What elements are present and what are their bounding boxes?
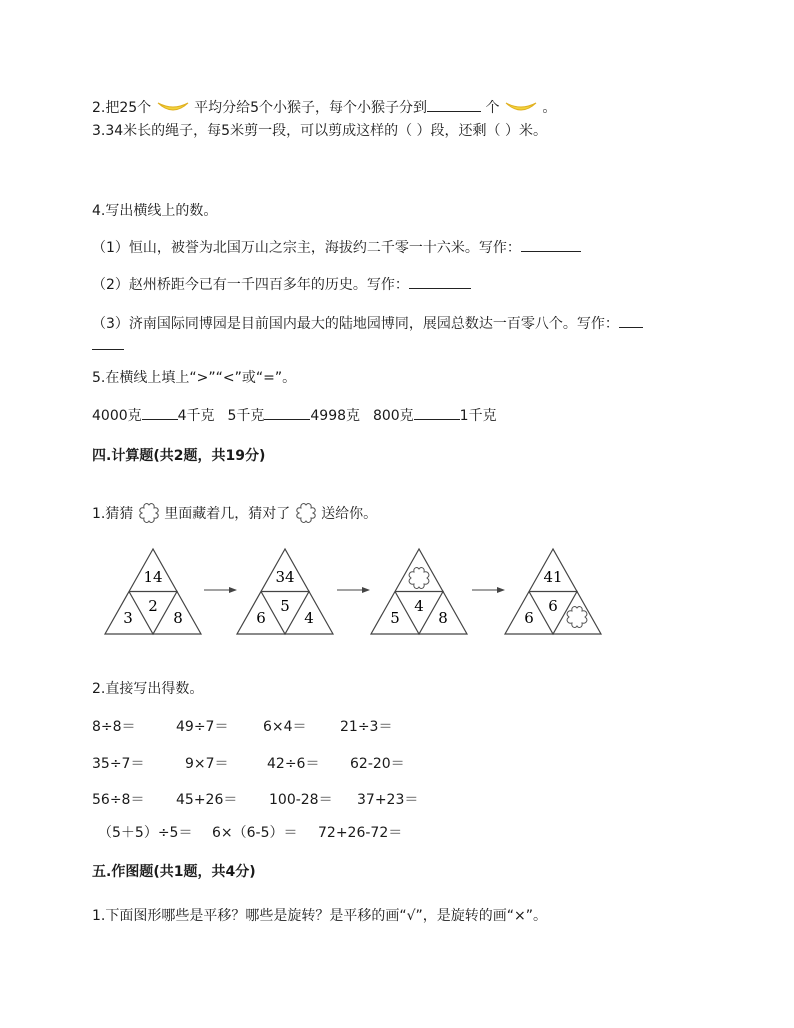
calc-item: 6×4＝	[263, 719, 307, 735]
q5-items	[92, 405, 497, 426]
q4-item-2-text: （2）赵州桥距今已有一千四百多年的历史。写作：	[92, 277, 409, 293]
s4-q1-text-c: 送给你。	[321, 506, 378, 522]
q5-item-2-blank[interactable]	[264, 405, 310, 420]
calc-item: 56÷8＝	[92, 792, 145, 808]
tri4-center: 6	[548, 597, 558, 615]
q3-text: 3.34米长的绳子，每5米剪一段，可以剪成这样的（ ）段，还剩（ ）米。	[92, 123, 547, 139]
section5-heading	[92, 862, 256, 882]
calc-row-2	[0, 753, 794, 773]
q4-item-3-blank-cont[interactable]	[92, 349, 124, 350]
q4-item-3	[92, 313, 643, 334]
s4-q1-text-a: 1.猜猜	[92, 506, 134, 522]
tri1-right: 8	[173, 609, 183, 627]
q4-item-3-blank[interactable]	[619, 313, 643, 328]
q2-line	[92, 97, 556, 118]
flower-icon	[567, 607, 587, 628]
calc-item: 35÷7＝	[92, 756, 145, 772]
tri1-left: 3	[123, 609, 133, 627]
q5-item-1-left: 4000克	[92, 408, 142, 424]
q4-title-text: 4.写出横线上的数。	[92, 203, 218, 219]
calc-item: （5＋5）÷5＝	[98, 825, 193, 841]
q5-item-3-left: 800克	[372, 408, 414, 424]
q2-text-c: 个	[485, 100, 500, 116]
banana-icon	[156, 99, 190, 117]
s4-q2-title-text: 2.直接写出得数。	[92, 681, 204, 697]
calc-row-3	[0, 789, 794, 809]
calc-item: 42÷6＝	[267, 756, 320, 772]
section4-heading-text: 四.计算题(共2题，共19分)	[92, 448, 266, 464]
q5-title-text: 5.在横线上填上“>”“<”或“=”。	[92, 370, 297, 386]
s5-q1-line	[92, 906, 547, 926]
tri1-center: 2	[148, 597, 158, 615]
calc-item: 37+23＝	[357, 792, 419, 808]
triangle-2	[237, 549, 333, 634]
q4-item-3-text: （3）济南国际同博园是目前国内最大的陆地园博同，展园总数达一百零八个。写作：	[92, 316, 619, 332]
tri3-right: 8	[438, 609, 448, 627]
tri2-left: 6	[256, 609, 266, 627]
q5-item-3-blank[interactable]	[414, 405, 460, 420]
tri4-left: 6	[524, 609, 534, 627]
tri2-center: 5	[280, 597, 290, 615]
tri4-top: 41	[543, 568, 563, 586]
s4-q1-line	[92, 502, 377, 524]
calc-item: 21÷3＝	[340, 719, 393, 735]
tri2-right: 4	[304, 609, 314, 627]
s5-q1-text: 1.下面图形哪些是平移？哪些是旋转？是平移的画“√”，是旋转的画“×”。	[92, 908, 548, 924]
q2-answer-blank[interactable]	[427, 97, 481, 112]
q2-text-d: 。	[542, 100, 557, 116]
triangle-puzzle	[0, 545, 794, 655]
calc-item: 45+26＝	[176, 792, 238, 808]
calc-row-1	[0, 716, 794, 736]
section5-heading-text: 五.作图题(共1题，共4分)	[92, 864, 256, 880]
calc-row-4	[0, 822, 794, 842]
flower-icon	[409, 568, 429, 589]
section4-heading	[92, 446, 265, 466]
calc-item: 62-20＝	[350, 756, 405, 772]
calc-item: 100-28＝	[269, 792, 333, 808]
tri1-top: 14	[143, 568, 163, 586]
q5-item-2-right: 4998克	[310, 408, 361, 424]
q3-line	[92, 121, 547, 141]
q4-title	[92, 201, 217, 221]
calc-item: 6×（6-5）＝	[212, 825, 298, 841]
q4-item-1-blank[interactable]	[521, 237, 581, 252]
q5-item-2-left: 5千克	[227, 408, 265, 424]
q5-title	[92, 368, 296, 388]
triangle-4	[505, 549, 601, 634]
triangle-1	[105, 549, 201, 634]
calc-item: 49÷7＝	[176, 719, 229, 735]
q5-item-1-blank[interactable]	[142, 405, 178, 420]
s4-q1-text-b: 里面藏着几，猜对了	[164, 506, 291, 522]
flower-icon	[138, 502, 160, 524]
flower-icon	[295, 502, 317, 524]
q4-item-2	[92, 274, 471, 295]
q2-text-b: 平均分给5个小猴子，每个小猴子分到	[194, 100, 427, 116]
tri3-left: 5	[390, 609, 400, 627]
tri3-center: 4	[414, 597, 424, 615]
calc-item: 9×7＝	[185, 756, 229, 772]
q4-item-1-text: （1）恒山，被誉为北国万山之宗主，海拔约二千零一十六米。写作：	[92, 240, 521, 256]
q4-item-1	[92, 237, 581, 258]
q5-item-3-right: 1千克	[459, 408, 497, 424]
tri2-top: 34	[275, 568, 295, 586]
triangle-3	[371, 549, 467, 634]
calc-item: 72+26-72＝	[318, 825, 403, 841]
q4-item-2-blank[interactable]	[409, 274, 471, 289]
q2-text-a: 2.把25个	[92, 100, 152, 116]
banana-icon	[504, 99, 538, 117]
calc-item: 8÷8＝	[92, 719, 136, 735]
q5-item-1-right: 4千克	[177, 408, 215, 424]
s4-q2-title	[92, 679, 203, 699]
